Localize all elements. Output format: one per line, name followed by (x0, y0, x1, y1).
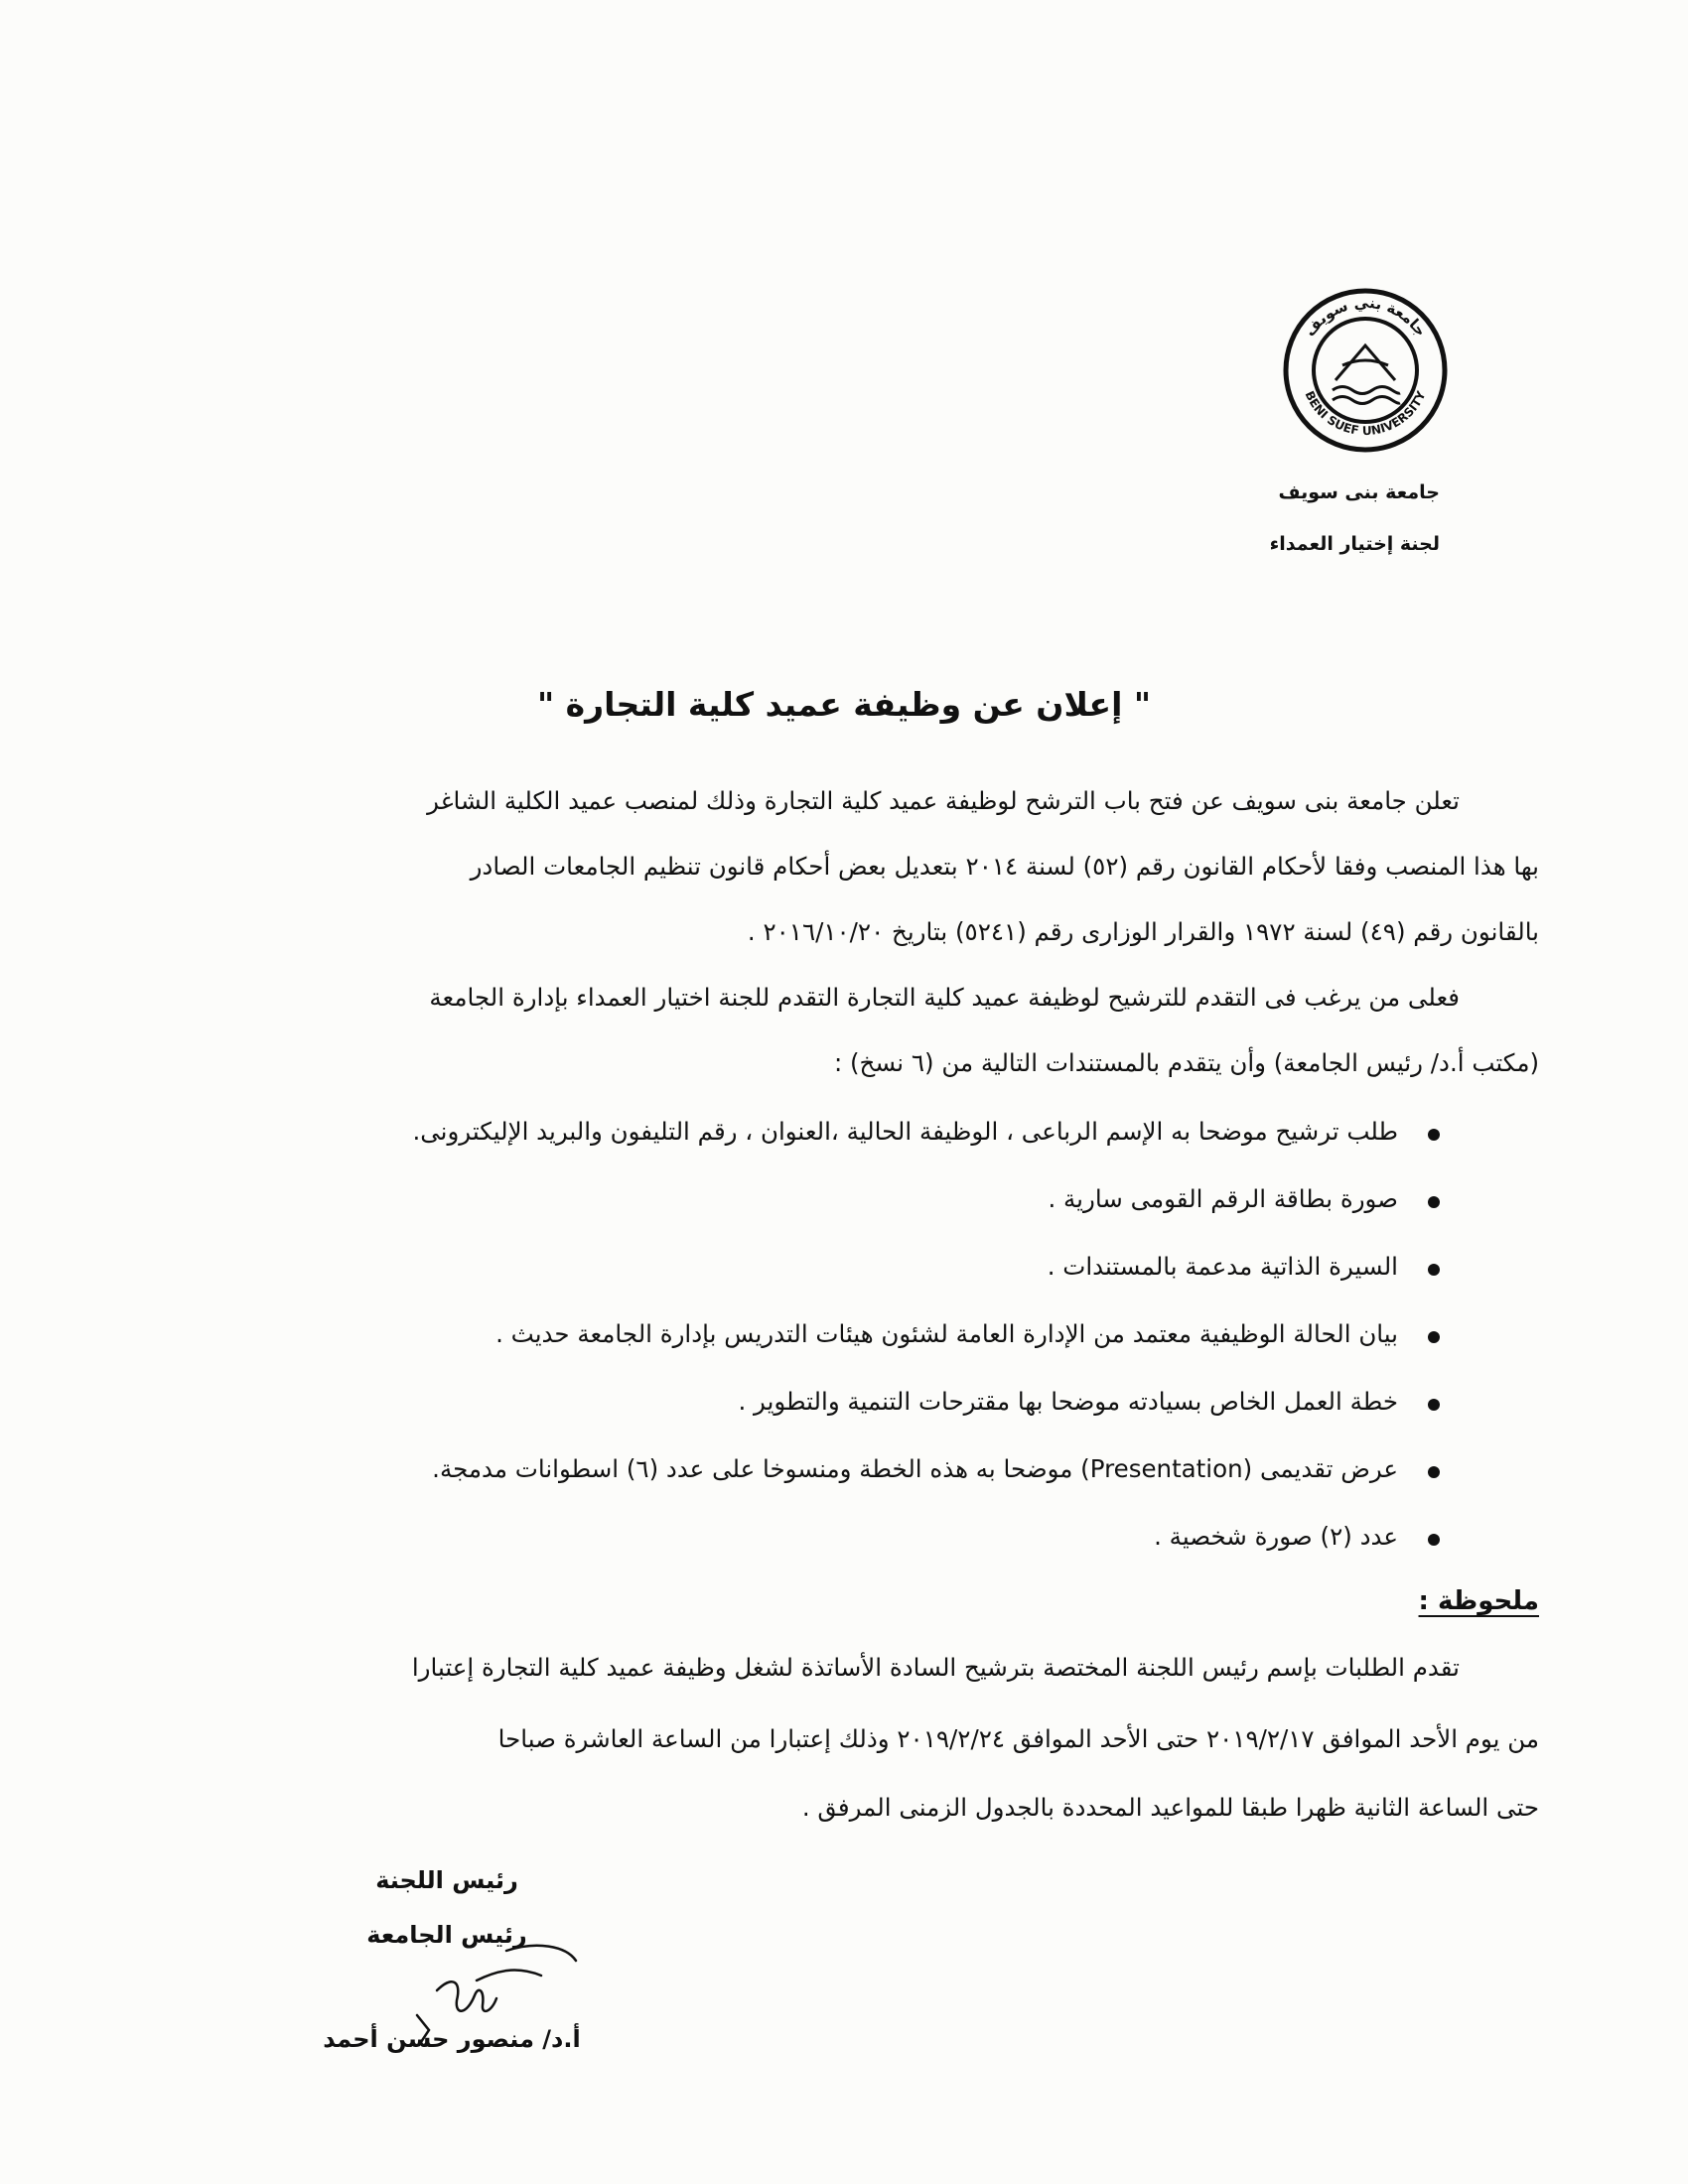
paragraph1-line2: بها هذا المنصب وفقا لأحكام القانون رقم (٥٢) لسنة ٢٠١٤ بتعديل بعض أحكام قانون تنظيم الجامعات الصادر (470, 852, 1539, 881)
note-heading: ملحوظة : (1418, 1586, 1539, 1616)
requirement-text: صورة بطاقة الرقم القومى سارية . (1048, 1184, 1398, 1213)
signatory-title-committee: رئيس اللجنة (375, 1866, 518, 1894)
committee-name: لجنة إختيار العمداء (1269, 533, 1440, 555)
paragraph2-line2: (مكتب أ.د/ رئيس الجامعة) وأن يتقدم بالمستندات التالية من (٦ نسخ) : (833, 1048, 1539, 1077)
bullet-icon (1428, 1331, 1440, 1343)
requirement-text: بيان الحالة الوظيفية معتمد من الإدارة العامة لشئون هيئات التدريس بإدارة الجامعة حديث . (495, 1319, 1398, 1348)
bullet-icon (1428, 1129, 1440, 1141)
requirement-text: عرض تقديمى (Presentation) موضحا به هذه الخطة ومنسوخا على عدد (٦) اسطوانات مدمجة. (432, 1454, 1398, 1483)
requirement-text: خطة العمل الخاص بسيادته موضحا بها مقترحات التنمية والتطوير . (738, 1387, 1398, 1416)
note-line3: حتى الساعة الثانية ظهرا طبقا للمواعيد المحددة بالجدول الزمنى المرفق . (801, 1793, 1539, 1822)
signatory-name: أ.د/ منصور حسن أحمد (323, 2025, 581, 2053)
note-line2: من يوم الأحد الموافق ٢٠١٩/٢/١٧ حتى الأحد الموافق ٢٠١٩/٢/٢٤ وذلك إعتبارا من الساعة العاشرة صباحا (497, 1724, 1539, 1753)
bullet-icon (1428, 1264, 1440, 1276)
requirement-text: السيرة الذاتية مدعمة بالمستندات . (1047, 1252, 1398, 1281)
paragraph2-line1: فعلى من يرغب فى التقدم للترشيح لوظيفة عميد كلية التجارة التقدم للجنة اختيار العمداء بإدارة الجامعة (429, 983, 1460, 1012)
university-name: جامعة بنى سويف (1278, 481, 1440, 503)
note-line1: تقدم الطلبات بإسم رئيس اللجنة المختصة بترشيح السادة الأساتذة لشغل وظيفة عميد كلية التجارة إعتبارا (411, 1653, 1460, 1682)
signatory-title-university: رئيس الجامعة (366, 1921, 527, 1949)
requirement-text: عدد (٢) صورة شخصية . (1154, 1522, 1398, 1551)
logo-arabic-text: جامعة بني سويف (1300, 293, 1431, 341)
logo-english-text: BENI SUEF UNIVERSITY (1302, 388, 1429, 439)
bullet-icon (1428, 1466, 1440, 1478)
bullet-icon (1428, 1196, 1440, 1208)
announcement-title: " إعلان عن وظيفة عميد كلية التجارة " (536, 685, 1152, 724)
document-body (189, 0, 1539, 2184)
paragraph1-line3: بالقانون رقم (٤٩) لسنة ١٩٧٢ والقرار الوزارى رقم (٥٢٤١) بتاريخ ٢٠١٦/١٠/٢٠ . (747, 917, 1539, 946)
bullet-icon (1428, 1399, 1440, 1411)
bullet-icon (1428, 1534, 1440, 1546)
paragraph1-line1: تعلن جامعة بنى سويف عن فتح باب الترشح لوظيفة عميد كلية التجارة وذلك لمنصب عميد الكلية الشاغر (427, 786, 1460, 815)
requirement-text: طلب ترشيح موضحا به الإسم الرباعى ، الوظيفة الحالية ،العنوان ، رقم التليفون والبريد الإليكترونى. (412, 1117, 1398, 1146)
